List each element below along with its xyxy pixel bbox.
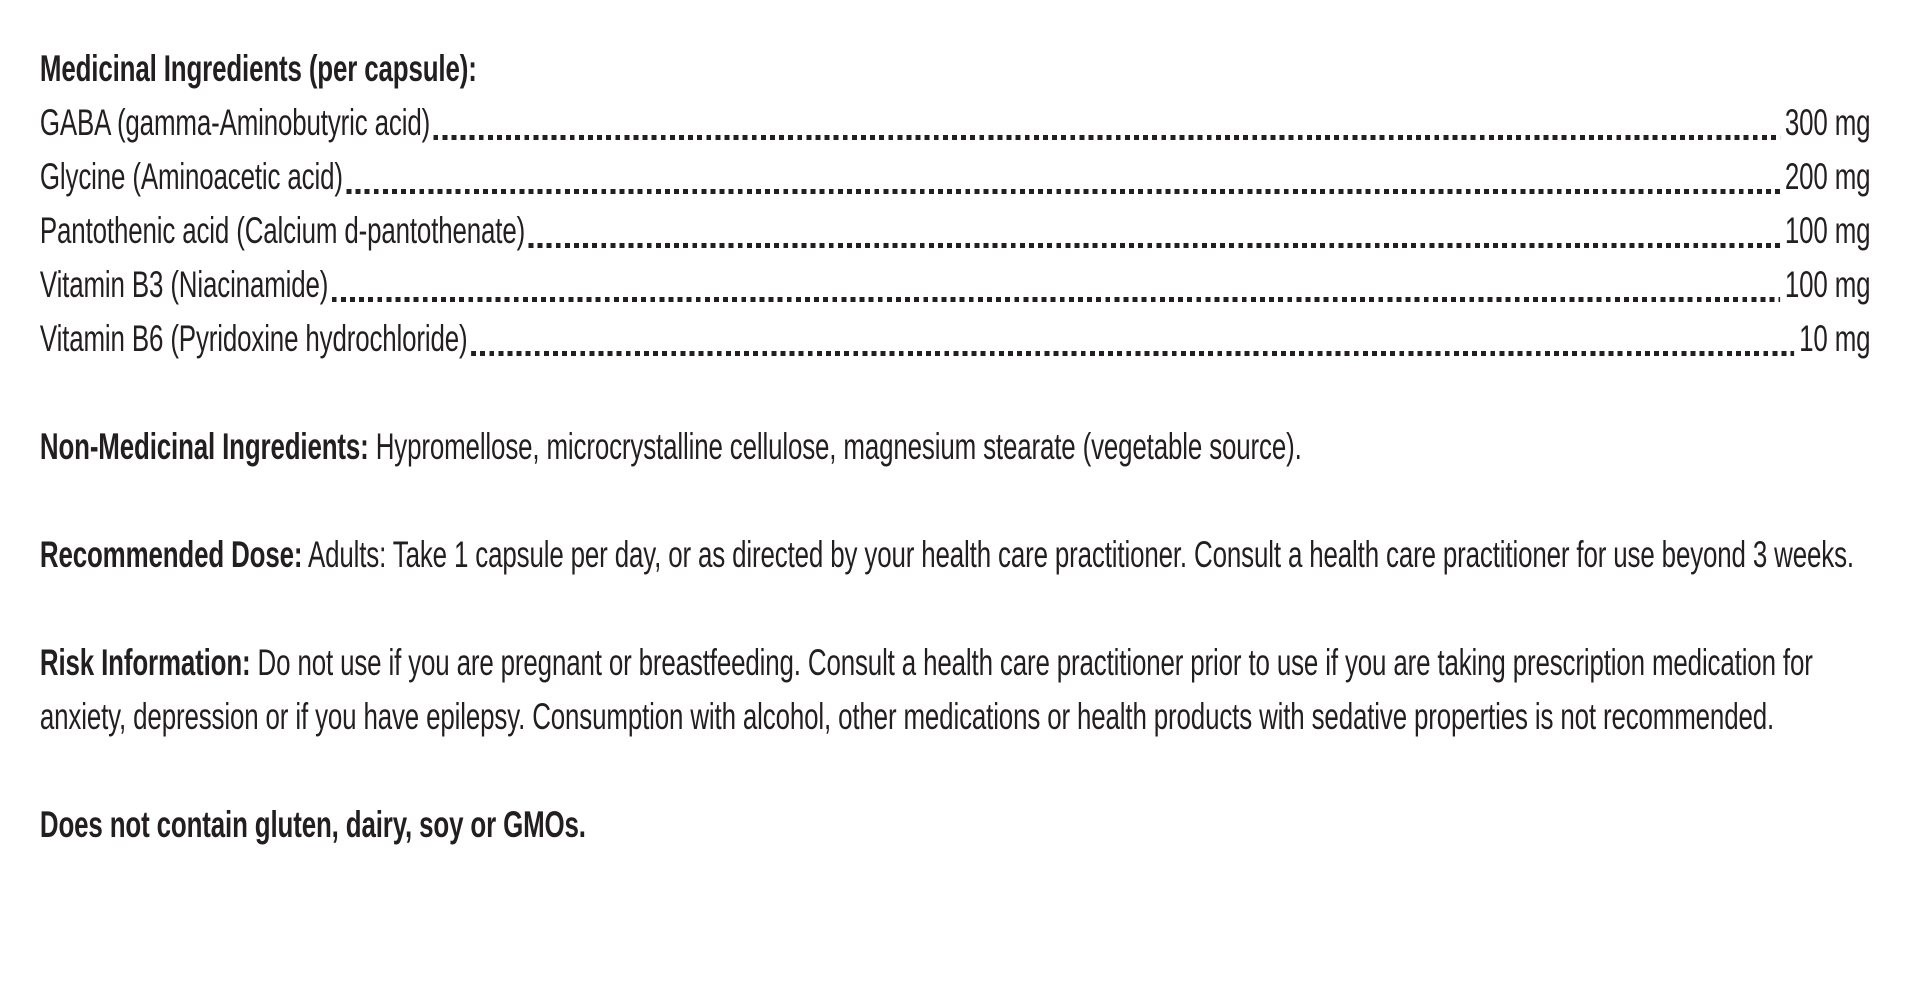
ingredient-amount: 300 mg: [1784, 102, 1871, 143]
ingredient-row-gaba: [40, 96, 1871, 150]
ingredient-amount: 200 mg: [1784, 156, 1871, 197]
non-medicinal-text: Hypromellose, microcrystalline cellulose, magnesium stearate (vegetable source).: [375, 426, 1302, 467]
ingredient-name: GABA (gamma-Aminobutyric acid): [39, 102, 431, 143]
dot-leader: [529, 243, 1780, 248]
ingredient-row-vitamin-b3: [40, 258, 1871, 312]
recommended-dose-text: Adults: Take 1 capsule per day, or as directed by your health care practitioner. Consult a health care practitioner for use beyond 3 weeks.: [307, 534, 1854, 575]
allergen-statement: Does not contain gluten, dairy, soy or GMOs.: [39, 804, 586, 845]
recommended-dose-section: [40, 528, 1871, 582]
non-medicinal-section: [40, 420, 1871, 474]
recommended-dose-paragraph: [40, 528, 1871, 582]
ingredient-amount: 10 mg: [1799, 318, 1871, 359]
ingredient-name: Glycine (Aminoacetic acid): [39, 156, 343, 197]
dot-leader: [332, 297, 1780, 302]
recommended-dose-lead-in: Recommended Dose:: [39, 534, 303, 575]
ingredient-name: Vitamin B3 (Niacinamide): [39, 264, 329, 305]
ingredient-name: Vitamin B6 (Pyridoxine hydrochloride): [39, 318, 468, 359]
ingredient-row-pantothenic-acid: [40, 204, 1871, 258]
ingredient-amount: 100 mg: [1784, 210, 1871, 251]
ingredient-amount: 100 mg: [1784, 264, 1871, 305]
medicinal-ingredients-heading: Medicinal Ingredients (per capsule):: [39, 48, 477, 89]
risk-information-lead-in: Risk Information:: [39, 642, 251, 683]
non-medicinal-paragraph: [40, 420, 1871, 474]
ingredient-row-glycine: [40, 150, 1871, 204]
dot-leader: [434, 135, 1780, 140]
dot-leader: [471, 351, 1794, 356]
risk-information-text: Do not use if you are pregnant or breastfeeding. Consult a health care practitioner prior to use if you are taking prescription medication for anxiety, depression or if you have epilepsy. Consumption with alcohol, other medications or health products with sedative properties is not recommended.: [39, 642, 1813, 737]
ingredient-row-vitamin-b6: [40, 312, 1871, 366]
non-medicinal-lead-in: Non-Medicinal Ingredients:: [39, 426, 369, 467]
dot-leader: [346, 189, 1780, 194]
ingredient-name: Pantothenic acid (Calcium d-pantothenate): [39, 210, 526, 251]
risk-information-paragraph: [40, 636, 1871, 744]
risk-information-section: [40, 636, 1871, 744]
